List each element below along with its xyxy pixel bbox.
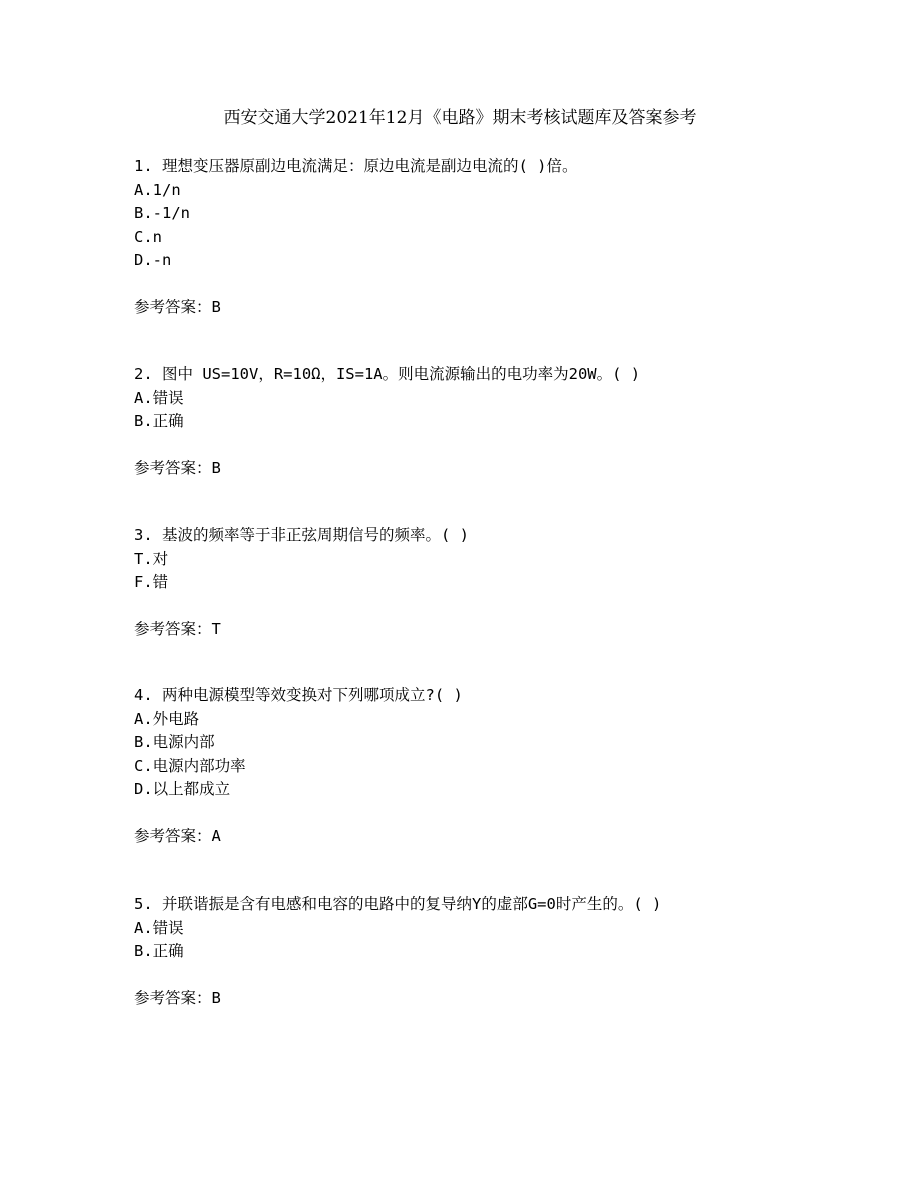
question-5: [134, 893, 854, 1010]
option-c: C.电源内部功率: [134, 756, 246, 775]
question-stem: 2. 图中 US=10V，R=10Ω，IS=1A。则电流源输出的电功率为20W。( ): [134, 365, 641, 383]
question-1: [134, 155, 854, 319]
question-3: [134, 524, 854, 641]
option-c: C.n: [134, 227, 162, 246]
question-stem: 5. 并联谐振是含有电感和电容的电路中的复导纳Y的虚部G=0时产生的。( ): [134, 895, 662, 913]
question-stem: 1. 理想变压器原副边电流满足：原边电流是副边电流的( )倍。: [134, 157, 578, 175]
question-4: [134, 684, 854, 848]
question-2: [134, 363, 854, 480]
reference-answer: 参考答案：A: [134, 826, 221, 845]
option-b: B.正确: [134, 412, 184, 430]
option-b: B.电源内部: [134, 733, 215, 751]
reference-answer: 参考答案：B: [134, 988, 221, 1007]
option-d: D.以上都成立: [134, 780, 231, 798]
option-t: T.对: [134, 549, 169, 568]
option-b: B.正确: [134, 942, 184, 960]
option-a: A.错误: [134, 388, 184, 407]
option-d: D.-n: [134, 251, 172, 269]
reference-answer: 参考答案：T: [134, 619, 221, 638]
option-f: F.错: [134, 573, 169, 591]
reference-answer: 参考答案：B: [134, 458, 221, 477]
document-title: 西安交通大学2021年12月《电路》期末考核试题库及答案参考: [223, 108, 697, 128]
question-stem: 4. 两种电源模型等效变换对下列哪项成立?( ): [134, 686, 463, 704]
option-b: B.-1/n: [134, 204, 190, 222]
option-a: A.错误: [134, 918, 184, 937]
question-stem: 3. 基波的频率等于非正弦周期信号的频率。( ): [134, 526, 469, 544]
reference-answer: 参考答案：B: [134, 297, 221, 316]
option-a: A.1/n: [134, 180, 181, 199]
option-a: A.外电路: [134, 709, 200, 728]
